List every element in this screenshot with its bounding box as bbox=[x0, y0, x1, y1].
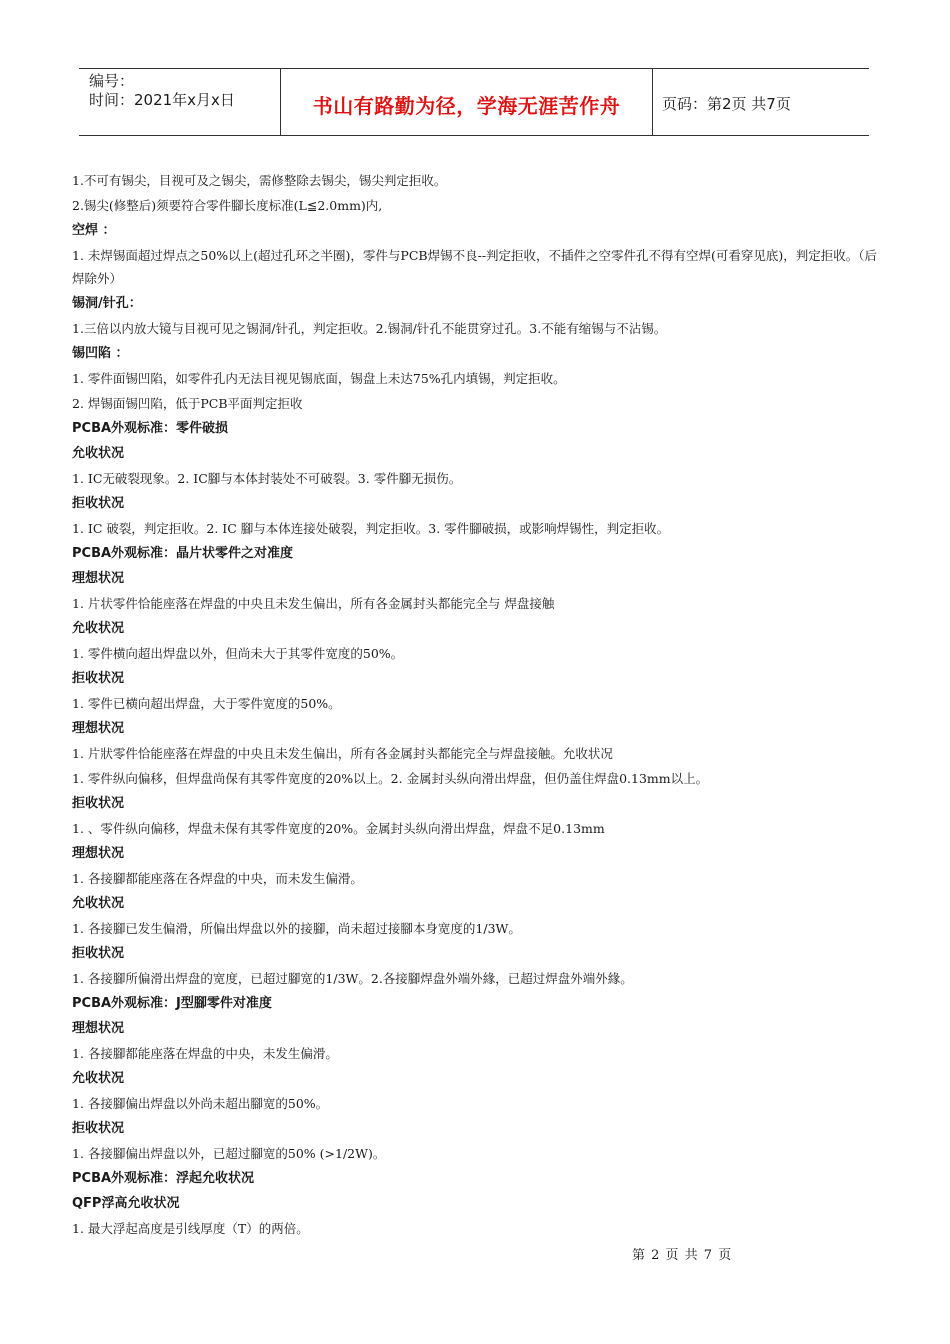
paragraph-line: 2. 焊锡面锡凹陷，低于PCB平面判定拒收 bbox=[72, 396, 303, 411]
paragraph-line: 1. 各接腳所偏滑出焊盘的宽度，已超过腳宽的1/3W。2.各接腳焊盘外端外緣，已超过焊盘外端外緣。 bbox=[72, 971, 633, 986]
paragraph-line: 1. IC 破裂，判定拒收。2. IC 腳与本体连接处破裂，判定拒收。3. 零件腳破损，或影响焊锡性，判定拒收。 bbox=[72, 521, 670, 536]
section-heading: PCBA外观标准：J型腳零件对准度 bbox=[72, 996, 272, 1011]
section-heading: 拒收状况 bbox=[72, 496, 125, 511]
section-heading: PCBA外观标准：晶片状零件之对准度 bbox=[72, 546, 294, 561]
section-heading: 允收状况 bbox=[72, 446, 125, 461]
paragraph-line: 1. 零件已横向超出焊盘，大于零件宽度的50%。 bbox=[72, 696, 341, 711]
document-date-label: 时间：2021年x月x日 bbox=[89, 91, 235, 109]
section-heading: 理想状况 bbox=[72, 571, 125, 586]
paragraph-line: 1. 片狀零件恰能座落在焊盘的中央且未发生偏出，所有各金属封头都能完全与焊盘接触。允收状况 bbox=[72, 746, 613, 761]
page-footer: 第 2 页 共 7 页 bbox=[632, 1248, 733, 1263]
paragraph-line: 1. 各接腳都能座落在焊盘的中央，未发生偏滑。 bbox=[72, 1046, 338, 1061]
document-header bbox=[79, 68, 869, 136]
paragraph-line: 1. 各接腳偏出焊盘以外，已超过腳宽的50% (>1/2W)。 bbox=[72, 1146, 386, 1161]
section-heading: 允收状况 bbox=[72, 896, 125, 911]
section-heading: 允收状况 bbox=[72, 621, 125, 636]
paragraph-line: 1. 片状零件恰能座落在焊盘的中央且未发生偏出，所有各金属封头都能完全与 焊盘接触 bbox=[72, 596, 555, 611]
paragraph-line: 1. 各接腳已发生偏滑，所偏出焊盘以外的接腳，尚未超过接腳本身宽度的1/3W。 bbox=[72, 921, 521, 936]
document-number-label: 编号： bbox=[89, 72, 135, 90]
section-heading: 锡洞/针孔： bbox=[72, 296, 142, 311]
paragraph-line: 1. 各接腳偏出焊盘以外尚未超出腳宽的50%。 bbox=[72, 1096, 329, 1111]
section-heading: 拒收状况 bbox=[72, 671, 125, 686]
section-heading: 拒收状况 bbox=[72, 796, 125, 811]
section-heading: 空焊 ： bbox=[72, 223, 116, 238]
paragraph-line: 1. 零件横向超出焊盘以外，但尚未大于其零件宽度的50%。 bbox=[72, 646, 404, 661]
section-heading: 理想状况 bbox=[72, 721, 125, 736]
paragraph-line: 1.不可有锡尖，目视可及之锡尖，需修整除去锡尖，锡尖判定拒收。 bbox=[72, 173, 447, 188]
section-heading: 理想状况 bbox=[72, 846, 125, 861]
section-heading: QFP浮高允收状况 bbox=[72, 1196, 180, 1211]
paragraph-line: 1. 未焊锡面超过焊点之50%以上(超过孔环之半圈)，零件与PCB焊锡不良--判定拒收，不插件之空零件孔不得有空焊(可看穿见底)，判定拒收。（后焊除外） bbox=[72, 248, 878, 286]
header-meta-cell bbox=[79, 69, 281, 135]
section-heading: 允收状况 bbox=[72, 1071, 125, 1086]
paragraph-line: 1. 各接腳都能座落在各焊盘的中央，而未发生偏滑。 bbox=[72, 871, 363, 886]
paragraph-line: 1.三倍以内放大镜与目视可见之锡洞/针孔，判定拒收。2.锡洞/针孔不能贯穿过孔。3.不能有缩锡与不沾锡。 bbox=[72, 321, 667, 336]
section-heading: 拒收状况 bbox=[72, 946, 125, 961]
section-heading: 锡凹陷 ： bbox=[72, 346, 129, 361]
paragraph-line: 2.锡尖(修整后)须要符合零件腳长度标准(L≦2.0mm)内, bbox=[72, 198, 383, 213]
paragraph-line: 1. 、零件纵向偏移，焊盘未保有其零件宽度的20%。金属封头纵向滑出焊盘，焊盘不足0.13mm bbox=[72, 821, 605, 836]
paragraph-line: 1. IC无破裂现象。2. IC腳与本体封装处不可破裂。3. 零件腳无损伤。 bbox=[72, 471, 462, 486]
section-heading: 理想状况 bbox=[72, 1021, 125, 1036]
section-heading: PCBA外观标准：浮起允收状况 bbox=[72, 1171, 255, 1186]
header-page-number: 页码：第2页 共7页 bbox=[662, 94, 791, 113]
section-heading: PCBA外观标准：零件破损 bbox=[72, 421, 229, 436]
paragraph-line: 1. 最大浮起高度是引线厚度（T）的两倍。 bbox=[72, 1221, 309, 1236]
section-heading: 拒收状况 bbox=[72, 1121, 125, 1136]
document-body bbox=[72, 168, 880, 1241]
header-motto: 书山有路勤为径，学海无涯苦作舟 bbox=[281, 69, 653, 135]
paragraph-line: 1. 零件纵向偏移，但焊盘尚保有其零件宽度的20%以上。2. 金属封头纵向滑出焊盘，但仍盖住焊盘0.13mm以上。 bbox=[72, 771, 709, 786]
paragraph-line: 1. 零件面锡凹陷，如零件孔内无法目视见锡底面，锡盘上未达75%孔内填锡，判定拒收。 bbox=[72, 371, 566, 386]
